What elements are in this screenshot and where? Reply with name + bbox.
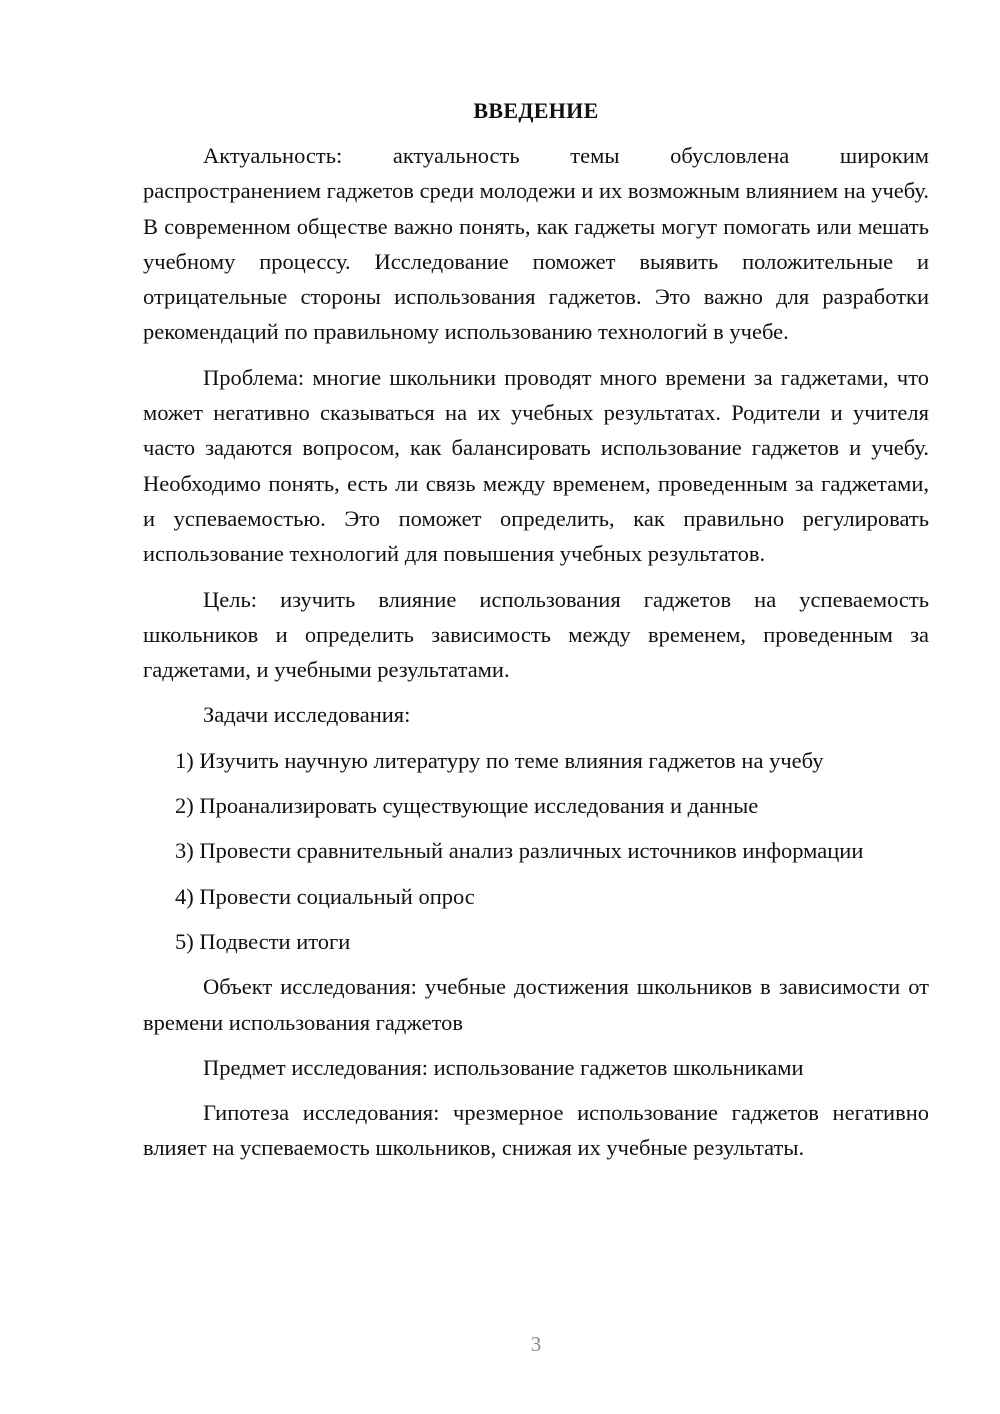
list-item: 3) Провести сравнительный анализ различных источников информации [175,838,864,864]
list-item: 2) Проанализировать существующие исследования и данные [175,793,759,819]
paragraph-relevance: Актуальность: актуальность темы обусловлена широким распространением гаджетов среди молодежи и их возможным влиянием на учебу. В современном обществе важно понять, как гаджеты могут помогать или мешать учебному процессу. Исследование поможет выявить положительные и отрицательные стороны использования гаджетов. Это важно для разработки рекомендаций по правильному использованию технологий в учебе. [143,143,929,345]
page-title: ВВЕДЕНИЕ [473,98,599,123]
paragraph-goal: Цель: изучить влияние использования гаджетов на успеваемость школьников и определить зависимость между временем, проведенным за гаджетами, и учебными результатами. [143,586,929,683]
paragraph-object: Объект исследования: учебные достижения школьников в зависимости от времени использования гаджетов [143,974,929,1035]
document-page [143,93,929,1166]
tasks-list [143,743,929,959]
paragraph-subject: Предмет исследования: использование гаджетов школьниками [203,1054,804,1080]
list-item: 1) Изучить научную литературу по теме влияния гаджетов на учебу [175,747,824,773]
paragraph-problem: Проблема: многие школьники проводят много времени за гаджетами, что может негативно сказываться на их учебных результатах. Родители и учителя часто задаются вопросом, как балансировать использование гаджетов и учебу. Необходимо понять, есть ли связь между временем, проведенным за гаджетами, и успеваемостью. Это поможет определить, как правильно регулировать использование технологий для повышения учебных результатов. [143,364,929,567]
list-item: 5) Подвести итоги [175,928,351,954]
paragraph-hypothesis: Гипотеза исследования: чрезмерное использование гаджетов негативно влияет на успеваемость школьников, снижая их учебные результаты. [143,1100,929,1161]
tasks-heading: Задачи исследования: [203,702,411,728]
list-item: 4) Провести социальный опрос [175,883,475,909]
page-number: 3 [530,1332,542,1356]
